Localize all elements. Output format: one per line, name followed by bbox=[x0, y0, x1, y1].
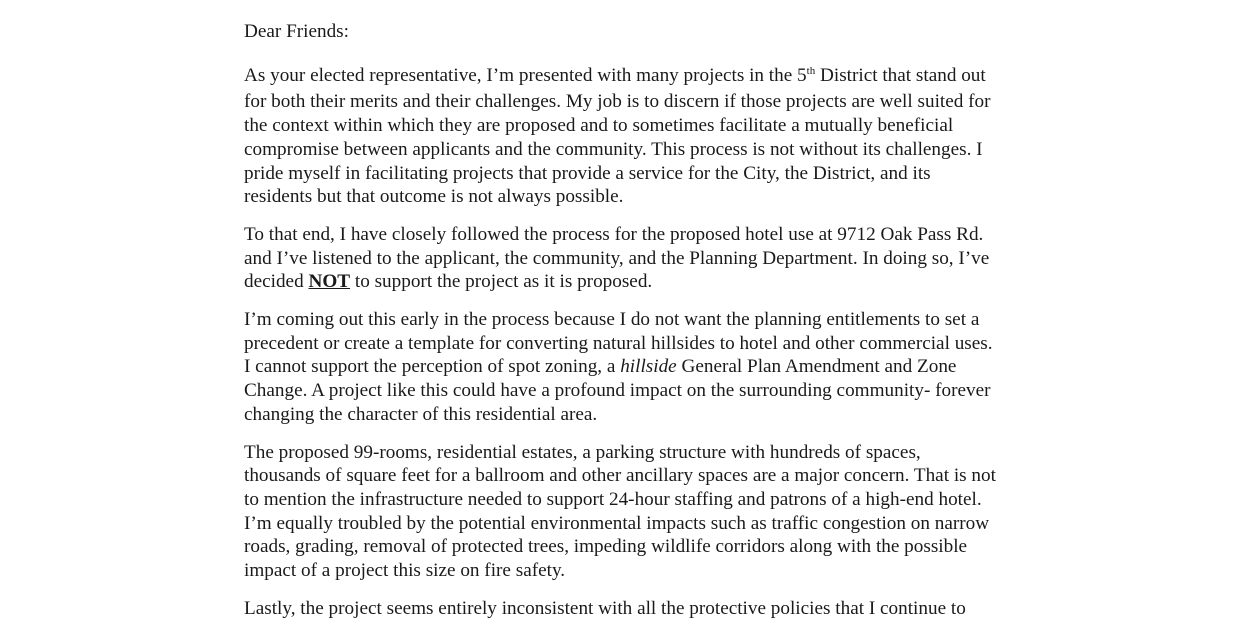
paragraph-3-line-4: Change. A project like this could have a profound impact on the surrounding community- forever bbox=[244, 380, 991, 402]
text-run: decided bbox=[244, 271, 309, 293]
paragraph-1-line-1 bbox=[244, 64, 1000, 91]
paragraph-1-line-6: residents but that outcome is not always possible. bbox=[244, 186, 624, 208]
paragraph-2-line-3 bbox=[244, 270, 1000, 294]
paragraph-5-line-1: Lastly, the project seems entirely inconsistent with all the protective policies that I continue to bbox=[244, 597, 966, 619]
paragraph-3-line-2: precedent or create a template for converting natural hillsides to hotel and other commercial uses. bbox=[244, 332, 993, 354]
superscript-ordinal: th bbox=[806, 64, 816, 77]
text-run: As your elected representative, I’m presented with many projects in the 5 bbox=[244, 64, 807, 86]
paragraph-4-line-3: to mention the infrastructure needed to support 24-hour staffing and patrons of a high-end hotel. bbox=[244, 488, 982, 510]
paragraph-4-line-1: The proposed 99-rooms, residential estates, a parking structure with hundreds of spaces, bbox=[244, 441, 921, 463]
paragraph-2-line-1: To that end, I have closely followed the process for the proposed hotel use at 9712 Oak Pass Rd. bbox=[244, 223, 984, 245]
text-run: I cannot support the perception of spot zoning, a bbox=[244, 356, 621, 378]
letter-body bbox=[244, 20, 1000, 620]
salutation: Dear Friends: bbox=[244, 21, 349, 42]
paragraph-1-line-4: compromise between applicants and the community. This process is not without its challenges. I bbox=[244, 138, 983, 160]
text-run: General Plan Amendment and Zone bbox=[676, 356, 957, 378]
paragraph-5 bbox=[244, 597, 1000, 620]
paragraph-3-line-1: I’m coming out this early in the process because I do not want the planning entitlements to set a bbox=[244, 309, 980, 331]
text-run: to support the project as it is proposed. bbox=[350, 271, 653, 293]
paragraph-2-line-2: and I’ve listened to the applicant, the community, and the Planning Department. In doing so, I’ve bbox=[244, 247, 990, 269]
paragraph-3-line-3 bbox=[244, 355, 1000, 379]
paragraph-3-line-5: changing the character of this residential area. bbox=[244, 403, 598, 425]
paragraph-4-line-2: thousands of square feet for a ballroom and other ancillary spaces are a major concern. That is not bbox=[244, 465, 996, 487]
paragraph-1-line-2: for both their merits and their challenges. My job is to discern if those projects are well suited for bbox=[244, 91, 991, 113]
paragraph-1 bbox=[244, 64, 1000, 209]
emphasis-not: NOT bbox=[308, 271, 351, 293]
paragraph-3 bbox=[244, 308, 1000, 427]
paragraph-4 bbox=[244, 441, 1000, 583]
italic-hillside: hillside bbox=[620, 356, 677, 378]
text-run: District that stand out bbox=[815, 64, 986, 86]
paragraph-4-line-6: impact of a project this size on fire safety. bbox=[244, 560, 566, 582]
paragraph-4-line-5: roads, grading, removal of protected trees, impeding wildlife corridors along with the possible bbox=[244, 536, 968, 558]
paragraph-2 bbox=[244, 223, 1000, 294]
paragraph-1-line-3: the context within which they are proposed and to sometimes facilitate a mutually beneficial bbox=[244, 115, 954, 137]
paragraph-1-line-5: pride myself in facilitating projects that provide a service for the City, the District, and its bbox=[244, 162, 931, 184]
paragraph-4-line-4: I’m equally troubled by the potential environmental impacts such as traffic congestion on narrow bbox=[244, 512, 990, 534]
